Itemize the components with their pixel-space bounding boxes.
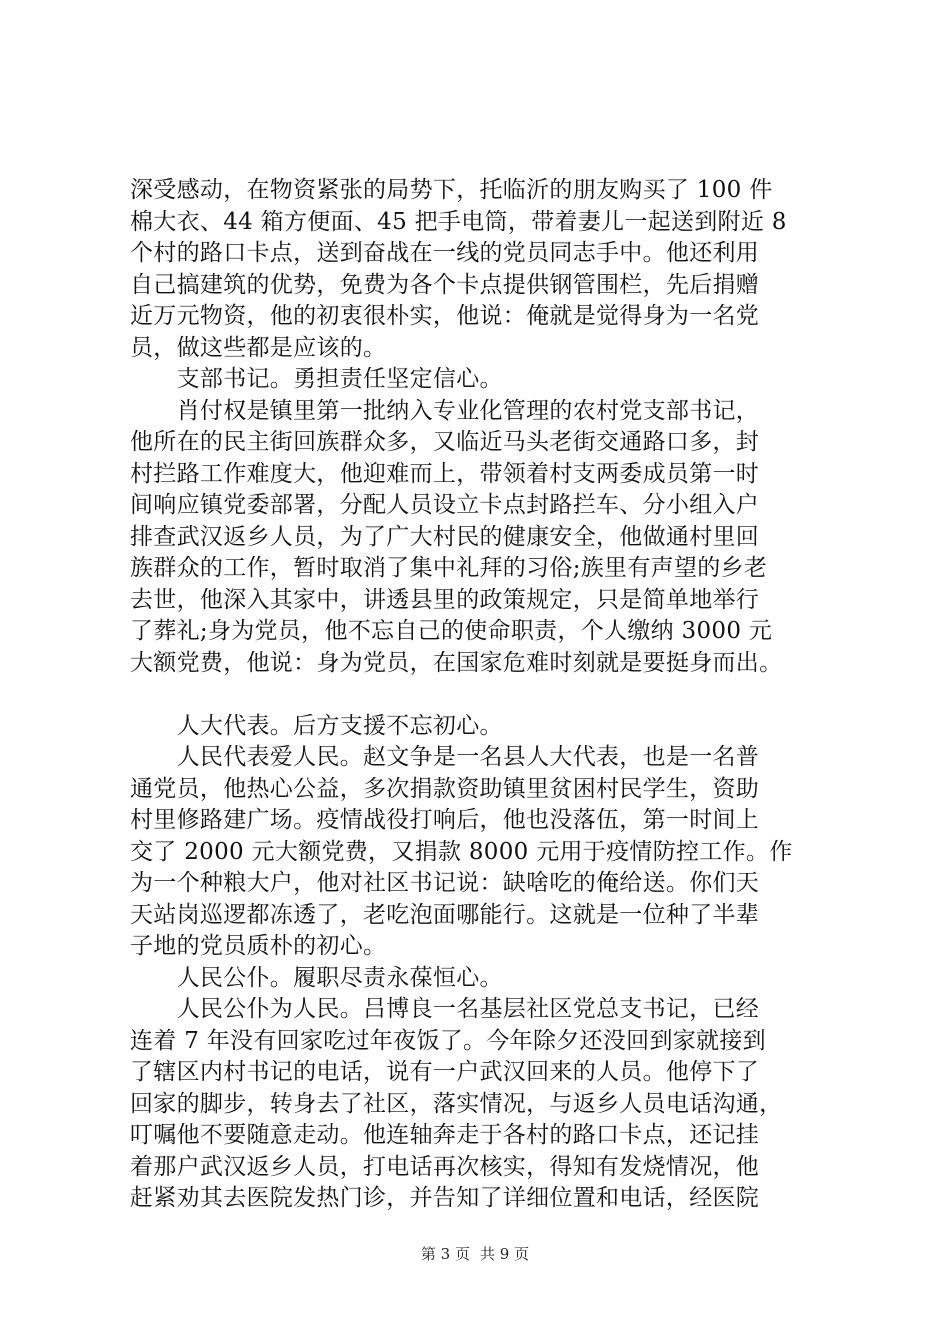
text-line: 村里修路建广场。疫情战役打响后，他也没落伍，第一时间上 — [130, 807, 760, 833]
text-line: 子地的党员质朴的初心。 — [130, 933, 387, 959]
text-line: 人民公仆。履职尽责永葆恒心。 — [130, 964, 503, 991]
text-line: 支部书记。勇担责任坚定信心。 — [130, 366, 503, 392]
text-line: 人大代表。后方支援不忘初心。 — [130, 712, 503, 739]
text-line: 天站岗巡逻都冻透了，老吃泡面哪能行。这就是一位种了半辈 — [130, 901, 760, 928]
text-line: 连着 7 年没有回家吃过年夜饭了。今年除夕还没回到家就接到 — [130, 1027, 766, 1054]
text-line: 近万元物资，他的初衷很朴实，他说：俺就是觉得身为一名党 — [130, 303, 760, 329]
text-line: 排查武汉返乡人员，为了广大村民的健康安全，他做通村里回 — [130, 523, 760, 550]
text-line: 了辖区内村书记的电话，说有一户武汉回来的人员。他停下了 — [130, 1059, 760, 1085]
text-line: 大额党费，他说：身为党员，在国家危难时刻就是要挺身而出。 — [130, 649, 783, 676]
text-line: 深受感动，在物资紧张的局势下，托临沂的朋友购买了 100 件 — [130, 177, 773, 203]
text-line: 回家的脚步，转身去了社区，落实情况，与返乡人员电话沟通， — [130, 1090, 783, 1117]
text-line: 了葬礼;身为党员，他不忘自己的使命职责，个人缴纳 3000 元 — [130, 618, 773, 644]
text-line: 自己搞建筑的优势，免费为各个卡点提供钢管围栏，先后捐赠 — [130, 271, 760, 298]
text-line: 赶紧劝其去医院发热门诊，并告知了详细位置和电话，经医院 — [130, 1185, 760, 1211]
text-line: 交了 2000 元大额党费，又捐款 8000 元用于疫情防控工作。作 — [130, 838, 793, 865]
text-line: 他所在的民主街回族群众多，又临近马头老街交通路口多，封 — [130, 429, 760, 455]
blank-line — [130, 679, 830, 711]
text-line: 人民公仆为人民。吕博良一名基层社区党总支书记，已经 — [130, 996, 760, 1022]
text-line: 着那户武汉返乡人员，打电话再次核实，得知有发烧情况，他 — [130, 1153, 760, 1180]
text-line: 村拦路工作难度大，他迎难而上，带领着村支两委成员第一时 — [130, 460, 760, 487]
page-footer — [0, 1244, 950, 1264]
page-number: 第 3 页 — [420, 1245, 470, 1263]
page-total: 共 9 页 — [480, 1245, 530, 1263]
text-line: 棉大衣、44 箱方便面、45 把手电筒，带着妻儿一起送到附近 8 — [130, 208, 787, 235]
text-line: 叮嘱他不要随意走动。他连轴奔走于各村的路口卡点，还记挂 — [130, 1122, 760, 1148]
text-line: 个村的路口卡点，送到奋战在一线的党员同志手中。他还利用 — [130, 240, 760, 266]
document-body — [130, 175, 830, 1215]
text-line: 员，做这些都是应该的。 — [130, 334, 387, 361]
text-line: 肖付权是镇里第一批纳入专业化管理的农村党支部书记， — [130, 397, 760, 424]
text-line: 去世，他深入其家中，讲透县里的政策规定，只是简单地举行 — [130, 586, 760, 613]
text-line: 间响应镇党委部署，分配人员设立卡点封路拦车、分小组入户 — [130, 492, 760, 518]
text-line: 族群众的工作，暂时取消了集中礼拜的习俗;族里有声望的乡老 — [130, 555, 768, 581]
text-line: 为一个种粮大户，他对社区书记说：缺啥吃的俺给送。你们天 — [130, 870, 760, 896]
text-line: 通党员，他热心公益，多次捐款资助镇里贫困村民学生，资助 — [130, 775, 760, 802]
text-line: 人民代表爱人民。赵文争是一名县人大代表，也是一名普 — [130, 744, 760, 770]
